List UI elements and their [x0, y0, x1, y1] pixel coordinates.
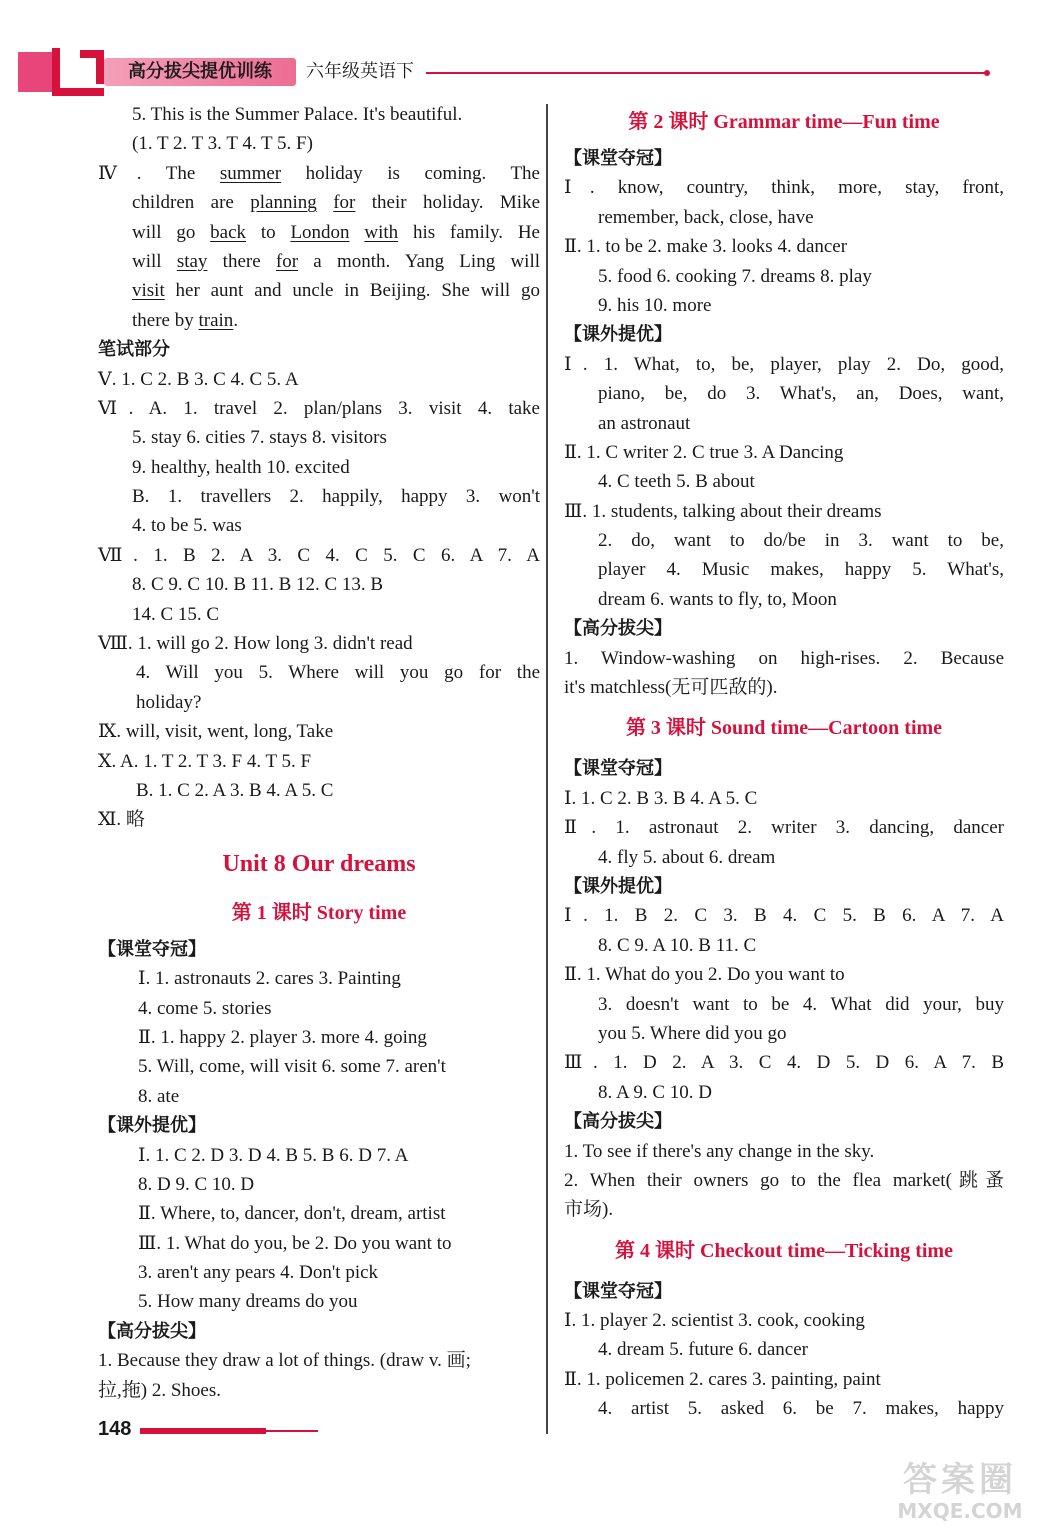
answer-line: Ⅱ. 1. C writer 2. C true 3. A Dancing: [564, 441, 844, 463]
answer-line: holiday?: [136, 691, 202, 713]
answer-line: 4. fly 5. about 6. dream: [598, 846, 776, 868]
answer-line: 8. D 9. C 10. D: [138, 1173, 255, 1195]
answer-line: Ⅲ. 1. D 2. A 3. C 4. D 5. D 6. A 7. B: [564, 1052, 1004, 1074]
answer-line: 4. Will you 5. Where will you go for the: [136, 662, 540, 684]
answer-line: B. 1. C 2. A 3. B 4. A 5. C: [136, 779, 334, 801]
answer-line: you 5. Where did you go: [598, 1022, 787, 1044]
page-number: 148: [98, 1418, 132, 1440]
answer-line: an astronaut: [598, 412, 691, 434]
answer-line: B. 1. travellers 2. happily, happy 3. won't: [132, 486, 540, 508]
series-title: 高分拔尖提优训练: [104, 58, 296, 86]
answer-line: Ⅹ. A. 1. T 2. T 3. F 4. T 5. F: [98, 750, 312, 772]
watermark: [880, 1460, 1040, 1524]
section-heading: 【高分拔尖】: [564, 1111, 672, 1133]
answer-line: Ⅲ. 1. What do you, be 2. Do you want to: [138, 1232, 452, 1254]
answer-line: Ⅰ. 1. B 2. C 3. B 4. C 5. B 6. A 7. A: [564, 905, 1004, 927]
answer-line: 4. artist 5. asked 6. be 7. makes, happy: [598, 1398, 1004, 1420]
answer-line: Ⅱ. Where, to, dancer, don't, dream, artist: [138, 1203, 446, 1225]
section-heading: 【课堂夺冠】: [564, 758, 672, 780]
answer-line: it's matchless(无可匹敌的).: [564, 677, 778, 699]
answer-line: 5. Will, come, will visit 6. some 7. aren't: [138, 1056, 446, 1078]
lesson-title: 第 3 课时 Sound time—Cartoon time: [625, 717, 943, 740]
section-heading: 【课外提优】: [564, 875, 672, 897]
section-heading: 【高分拔尖】: [98, 1320, 206, 1342]
answer-line: Ⅴ. 1. C 2. B 3. C 4. C 5. A: [98, 368, 299, 390]
answer-line: 市场).: [564, 1199, 614, 1221]
section-heading: 【课外提优】: [98, 1115, 206, 1137]
series-logo-mark-top: [80, 50, 104, 84]
answer-line: Ⅺ. 略: [98, 809, 145, 831]
underlined-answer: London: [290, 221, 350, 243]
watermark-brand: 答案圈: [903, 1460, 1017, 1500]
answer-line: 9. his 10. more: [598, 294, 712, 316]
section-heading: 笔试部分: [98, 339, 170, 361]
column-divider: [546, 104, 548, 1434]
answer-line: Ⅸ. will, visit, went, long, Take: [98, 721, 334, 743]
answer-line: 8. C 9. A 10. B 11. C: [598, 934, 757, 956]
right-column: [564, 100, 1004, 1424]
answer-line: Ⅱ. 1. policemen 2. cares 3. painting, paint: [564, 1368, 881, 1390]
answer-line: Ⅰ. 1. C 2. B 3. B 4. A 5. C: [564, 787, 758, 809]
answer-line: 3. doesn't want to be 4. What did your, buy: [598, 993, 1004, 1015]
answer-line: player 4. Music makes, happy 5. What's,: [598, 559, 1004, 581]
watermark-domain: MXQE.COM: [897, 1499, 1023, 1523]
underlined-answer: train: [198, 309, 234, 331]
header-rule: [426, 72, 986, 74]
underlined-answer: summer: [219, 162, 282, 184]
underlined-answer: planning: [250, 192, 317, 214]
section-heading: 【课堂夺冠】: [564, 148, 672, 169]
section-heading: 【课堂夺冠】: [564, 1280, 672, 1302]
answer-line: 8. ate: [138, 1085, 180, 1107]
answer-line: 3. aren't any pears 4. Don't pick: [138, 1262, 379, 1284]
answer-line: 1. Because they draw a lot of things. (draw v. 画;: [98, 1350, 471, 1372]
answer-line: 拉,拖) 2. Shoes.: [98, 1379, 221, 1401]
answer-line: 8. C 9. C 10. B 11. B 12. C 13. B: [132, 574, 384, 596]
answer-line: Ⅰ. 1. What, to, be, player, play 2. Do, good,: [564, 353, 1004, 375]
answer-line: Ⅵ. A. 1. travel 2. plan/plans 3. visit 4. take: [98, 397, 540, 419]
answer-line: Ⅱ. 1. to be 2. make 3. looks 4. dancer: [564, 236, 848, 258]
answer-line: 4. come 5. stories: [138, 997, 272, 1019]
answer-line: Ⅰ. 1. C 2. D 3. D 4. B 5. B 6. D 7. A: [138, 1144, 409, 1166]
answer-line: Ⅰ. 1. astronauts 2. cares 3. Painting: [138, 968, 401, 990]
answer-line: 5. How many dreams do you: [138, 1291, 358, 1313]
section-heading: 【高分拔尖】: [564, 618, 672, 640]
underlined-answer: for: [275, 250, 299, 272]
underlined-answer: with: [364, 221, 399, 243]
grade-subject-title: 六年级英语下: [306, 61, 414, 82]
page-number-bar: [140, 1428, 266, 1434]
answer-line: Ⅱ. 1. happy 2. player 3. more 4. going: [138, 1026, 427, 1048]
answer-line: Ⅰ. know, country, think, more, stay, front,: [564, 177, 1004, 199]
answer-line: 5. This is the Summer Palace. It's beautiful.: [132, 104, 463, 125]
answer-line: Ⅳ. The summer holiday is coming. The: [98, 162, 540, 184]
lesson-title: 第 1 课时 Story time: [231, 901, 407, 924]
answer-line: 4. C teeth 5. B about: [598, 471, 755, 493]
answer-line: 2. do, want to do/be in 3. want to be,: [598, 530, 1004, 552]
section-heading: 【课堂夺冠】: [98, 938, 206, 960]
answer-line: Ⅱ. 1. astronaut 2. writer 3. dancing, dancer: [564, 817, 1004, 839]
answer-line: Ⅲ. 1. students, talking about their dreams: [564, 500, 882, 522]
header-rule-dot: [984, 70, 990, 76]
left-column: [98, 100, 540, 1405]
answer-line: 9. healthy, health 10. excited: [132, 456, 350, 478]
answer-line: there by train.: [132, 309, 239, 331]
answer-line: (1. T 2. T 3. T 4. T 5. F): [132, 133, 313, 155]
underlined-answer: visit: [132, 280, 165, 302]
section-heading: 【课外提优】: [564, 324, 672, 346]
answer-line: 2. When their owners go to the flea market(跳蚤: [564, 1169, 1004, 1191]
unit-title: Unit 8 Our dreams: [222, 850, 416, 877]
answer-line: Ⅶ. 1. B 2. A 3. C 4. C 5. C 6. A 7. A: [98, 544, 540, 566]
underlined-answer: for: [333, 192, 356, 214]
answer-line: 1. To see if there's any change in the sky.: [564, 1140, 875, 1162]
answer-line: 8. A 9. C 10. D: [598, 1081, 713, 1103]
answer-line: will stay there for a month. Yang Ling will: [132, 250, 540, 272]
answer-line: 4. dream 5. future 6. dancer: [598, 1339, 808, 1361]
answer-line: dream 6. wants to fly, to, Moon: [598, 588, 837, 610]
answer-line: Ⅷ. 1. will go 2. How long 3. didn't read: [98, 633, 413, 655]
answer-line: visit her aunt and uncle in Beijing. She will go: [132, 280, 540, 302]
answer-line: Ⅱ. 1. What do you 2. Do you want to: [564, 964, 845, 986]
answer-line: 5. food 6. cooking 7. dreams 8. play: [598, 265, 872, 287]
underlined-answer: back: [210, 221, 247, 243]
page-number-rule: [266, 1430, 318, 1432]
answer-line: 5. stay 6. cities 7. stays 8. visitors: [132, 427, 387, 449]
answer-line: children are planning for their holiday. Mike: [132, 192, 541, 214]
lesson-title: 第 4 课时 Checkout time—Ticking time: [615, 1239, 953, 1262]
answer-line: piano, be, do 3. What's, an, Does, want,: [598, 383, 1004, 405]
page-header: [0, 0, 1057, 100]
answer-line: 1. Window-washing on high-rises. 2. Because: [564, 647, 1004, 669]
answer-line: will go back to London with his family. He: [132, 221, 540, 243]
answer-line: remember, back, close, have: [598, 206, 814, 228]
underlined-answer: stay: [176, 250, 208, 272]
answer-line: 14. C 15. C: [132, 603, 220, 625]
answer-line: Ⅰ. 1. player 2. scientist 3. cook, cooking: [564, 1310, 865, 1332]
answer-line: 4. to be 5. was: [132, 515, 242, 537]
lesson-title: 第 2 课时 Grammar time—Fun time: [628, 111, 940, 133]
